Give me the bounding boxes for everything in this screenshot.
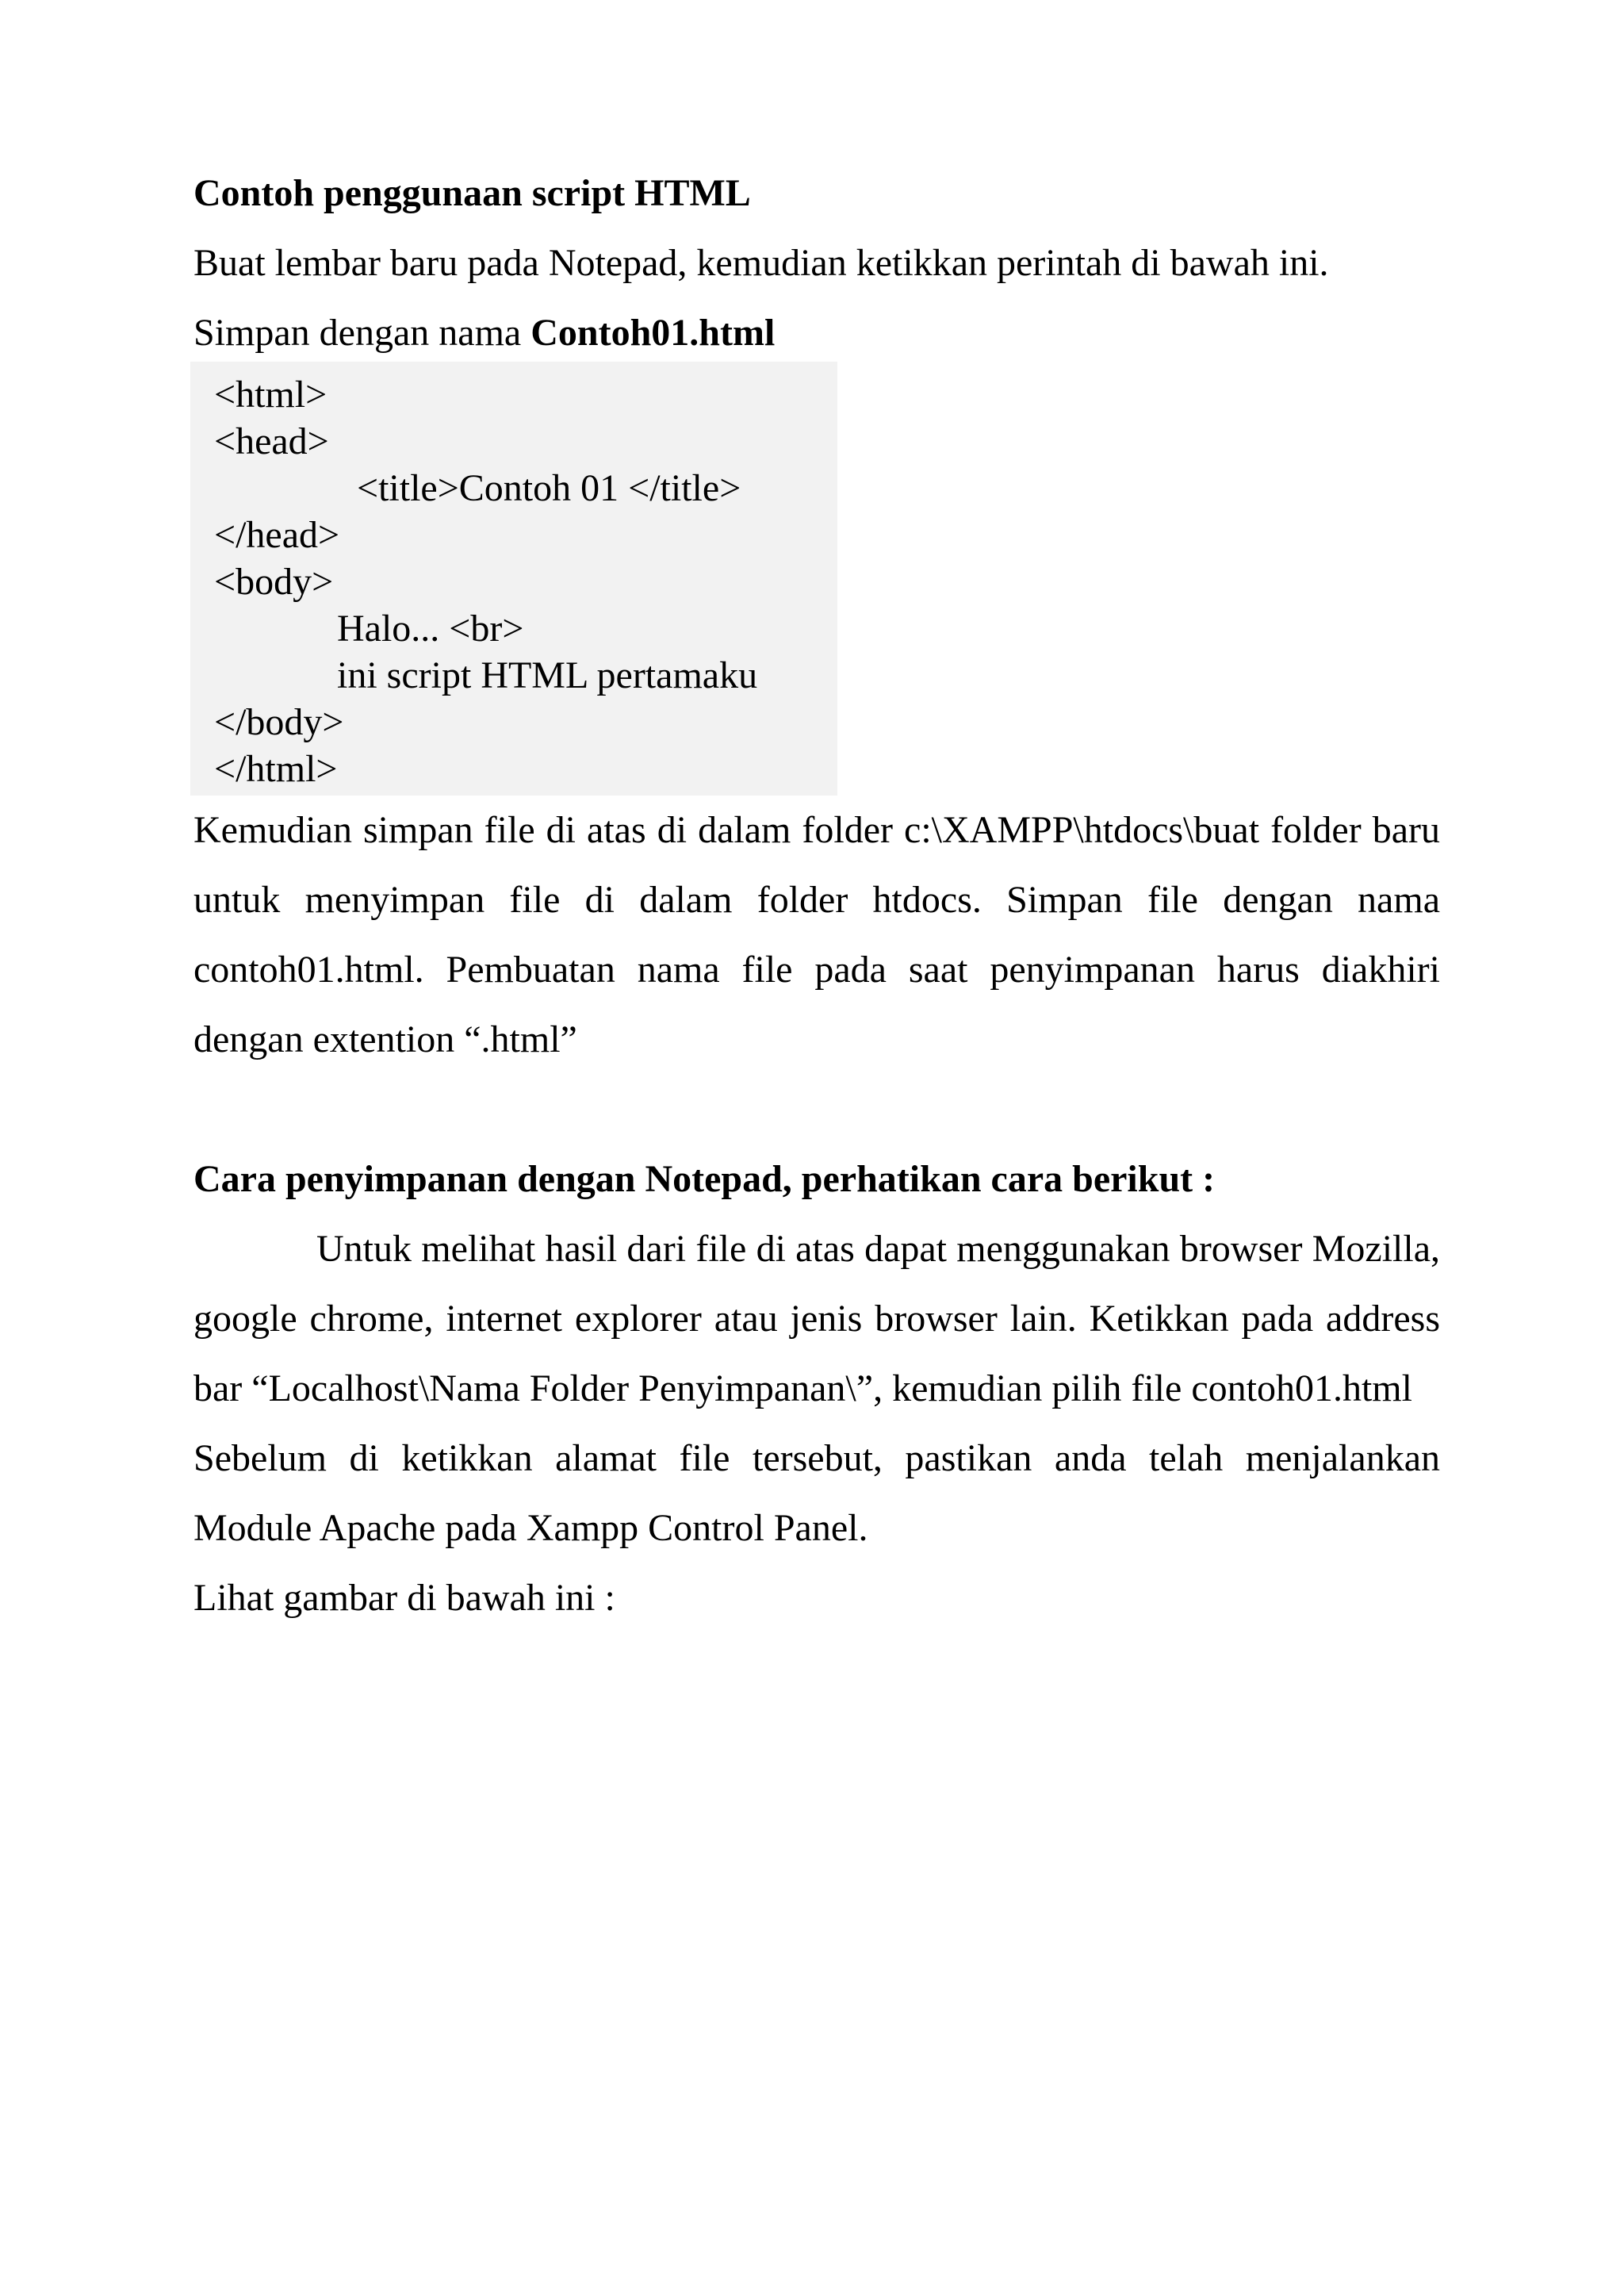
section-heading-cara: Cara penyimpanan dengan Notepad, perhatikan cara berikut : [193, 1158, 1216, 1200]
code-line: </body> [214, 701, 344, 743]
see-image-paragraph: Lihat gambar di bawah ini : [193, 1577, 615, 1619]
code-line: </html> [214, 748, 338, 790]
save-filename: Contoh01.html [530, 312, 776, 354]
code-line: <head> [214, 420, 329, 462]
code-line: </head> [214, 514, 340, 556]
code-line: <body> [214, 561, 334, 603]
section-heading-contoh: Contoh penggunaan script HTML [193, 172, 751, 214]
save-location-paragraph: Kemudian simpan file di atas di dalam folder c:\XAMPP\htdocs\buat folder baru untuk menyimpan file di dalam folder htdocs. Simpan file dengan nama contoh01.html. Pembuatan nama file pada saat penyimpanan harus diakhiri dengan extention “.html” [193, 809, 1440, 1060]
save-instruction-prefix: Simpan dengan nama [193, 312, 531, 354]
apache-paragraph: Sebelum di ketikkan alamat file tersebut, pastikan anda telah menjalankan Module Apache pada Xampp Control Panel. [193, 1437, 1440, 1549]
browser-paragraph: Untuk melihat hasil dari file di atas dapat menggunakan browser Mozilla, google chrome, internet explorer atau jenis browser lain. Ketikkan pada address bar “Localhost\Nama Folder Penyimpanan\”, kemudian pilih file contoh01.html [193, 1228, 1440, 1409]
code-line: ini script HTML pertamaku [337, 654, 758, 696]
code-line: <title>Contoh 01 </title> [357, 467, 741, 509]
save-instruction [193, 298, 1440, 368]
code-block [190, 362, 837, 796]
code-line: Halo... <br> [337, 608, 524, 650]
code-line: <html> [214, 374, 327, 416]
paragraph-gap [193, 1075, 1440, 1145]
intro-text: Buat lembar baru pada Notepad, kemudian ketikkan perintah di bawah ini. [193, 242, 1329, 284]
document-page [193, 159, 1440, 1633]
